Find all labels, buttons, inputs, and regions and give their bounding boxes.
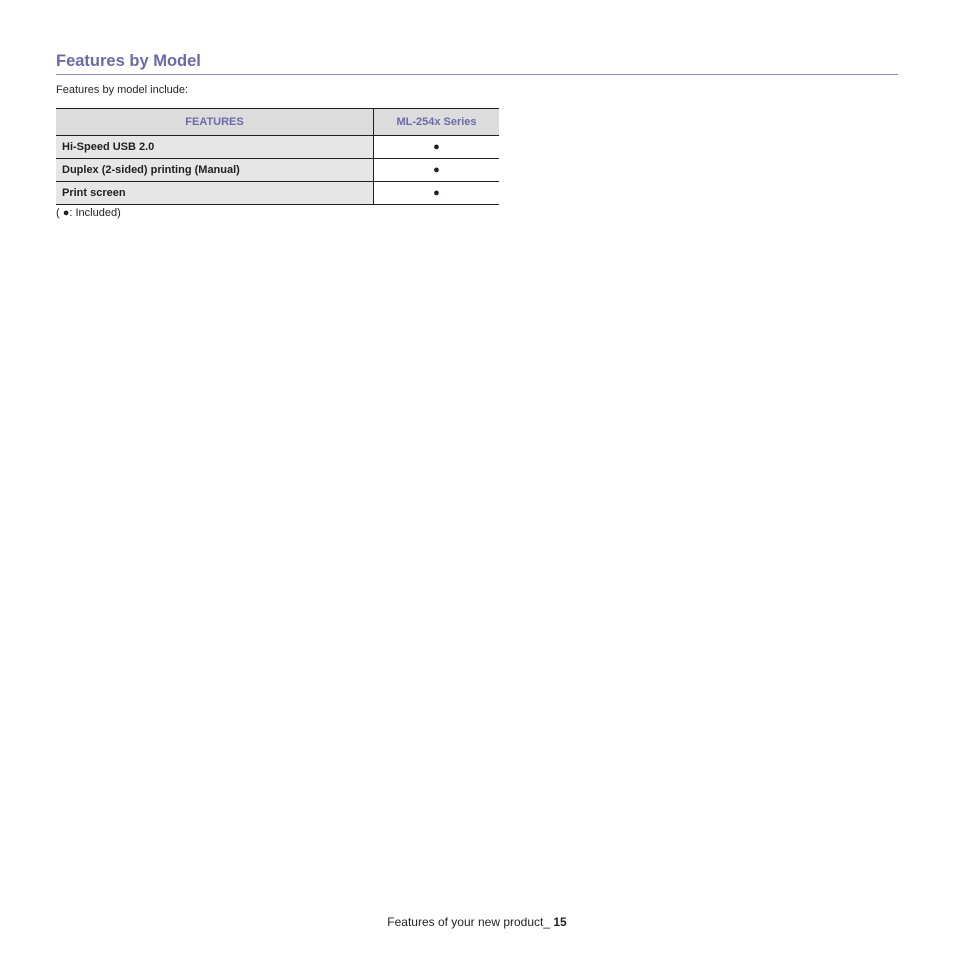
page-number: 15 xyxy=(553,915,567,929)
feature-name: Print screen xyxy=(56,182,374,205)
footer-text: Features of your new product_ xyxy=(387,915,554,929)
header-model: ML-254x Series xyxy=(374,109,500,136)
page-title: Features by Model xyxy=(56,52,201,70)
title-divider xyxy=(56,74,898,75)
table-row xyxy=(56,136,499,159)
included-mark: ● xyxy=(374,136,500,159)
table-header-row xyxy=(56,109,499,136)
features-table xyxy=(56,108,499,205)
page-footer xyxy=(0,914,954,930)
table-row xyxy=(56,159,499,182)
header-features: FEATURES xyxy=(56,109,374,136)
table-legend: ( ●: Included) xyxy=(56,207,121,219)
table-row xyxy=(56,182,499,205)
included-mark: ● xyxy=(374,159,500,182)
feature-name: Hi-Speed USB 2.0 xyxy=(56,136,374,159)
included-mark: ● xyxy=(374,182,500,205)
intro-text: Features by model include: xyxy=(56,84,189,96)
feature-name: Duplex (2-sided) printing (Manual) xyxy=(56,159,374,182)
